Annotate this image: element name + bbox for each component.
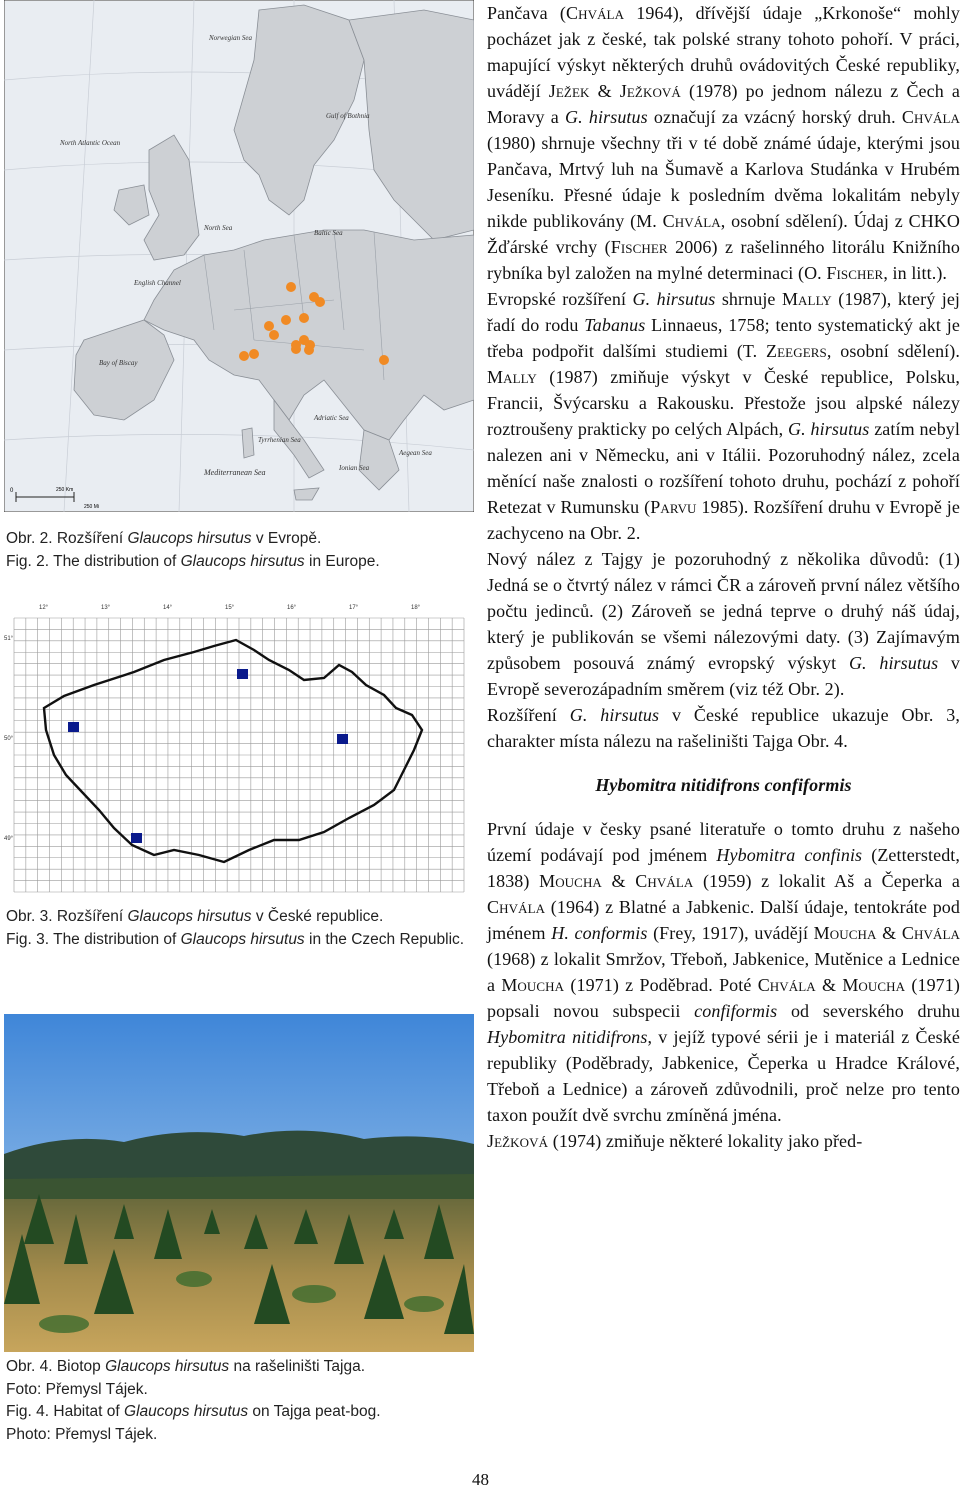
label-tyrrhenian-sea: Tyrrhenian Sea — [258, 436, 301, 444]
cz-map-svg — [4, 600, 474, 900]
europe-record-point — [291, 344, 301, 354]
europe-record-point — [286, 282, 296, 292]
fig4-cs-photo-credit: Foto: Přemysl Tájek. — [6, 1380, 148, 1398]
longitude-label: 15° — [225, 605, 235, 611]
fig3-cs-post: v České republice. — [251, 908, 384, 925]
europe-record-point — [299, 313, 309, 323]
paragraph-1: Pančava (Chvála 1964), dřívější údaje „Krkonoše“ mohly pocházet jak z české, tak polské strany tohoto pohoří. V práci, mapující výskyt některých druhů ovádovitých České republiky, uvádějí Ježek & Ježková (1978) po jednom nálezu z Čech a Moravy a G. hirsutus označují za vzácný horský druh. Chvála (1980) shrnuje všechny tři v té době známé údaje, kterými jsou Pančava, Mrtvý luh na Šumavě a Karlova Studánka v Hrubém Jeseníku. Přesné údaje k posledním dvěma lokalitám nebyly nikde publikovány (M. Chvála, osobní sdělení). Údaj z CHKO Žďárské vrchy (Fischer 2006) z rašelinného litorálu Knižního rybníka byl založen na mylné determinaci (O. Fischer, in litt.). — [487, 3, 960, 283]
scale-zero: 0 — [10, 488, 14, 494]
fig4-cs-species: Glaucops hirsutus — [105, 1358, 230, 1375]
fig4-cs-post: na rašeliništi Tajga. — [229, 1358, 366, 1375]
paragraph-4: Rozšíření G. hirsutus v České republice ukazuje Obr. 3, charakter místa nálezu na rašeliništi Tajga Obr. 4. — [487, 705, 960, 751]
figure-2-caption — [6, 528, 476, 573]
label-ionian-sea: Ionian Sea — [339, 464, 370, 472]
body-text-column — [487, 0, 960, 1154]
fig2-en-pre: Fig. 2. The distribution of — [6, 552, 181, 570]
europe-record-point — [249, 349, 259, 359]
figure-4-caption — [6, 1356, 476, 1446]
fig2-cs-pre: Obr. 2. Rozšíření — [6, 530, 128, 547]
latitude-label: 49° — [4, 836, 14, 842]
fig4-cs-pre: Obr. 4. Biotop — [6, 1358, 106, 1375]
label-north-atlantic-ocean: North Atlantic Ocean — [60, 139, 121, 147]
label-aegean-sea: Aegean Sea — [399, 449, 432, 457]
photo-svg — [4, 1014, 474, 1352]
scale-km: 250 Km — [56, 487, 74, 493]
longitude-label: 13° — [101, 605, 111, 611]
europe-map-svg — [4, 0, 474, 512]
fig3-cs-species: Glaucops hirsutus — [127, 908, 252, 925]
fig3-en-species: Glaucops hirsutus — [180, 930, 305, 948]
label-bay-of-biscay: Bay of Biscay — [99, 359, 138, 367]
longitude-label: 12° — [39, 605, 49, 611]
cz-record-square — [68, 722, 79, 732]
paragraph-3: Nový nález z Tajgy je pozoruhodný z několika důvodů: (1) Jedná se o čtvrtý nález v rámci ČR a zároveň první nález většího počtu jedinců. (2) Zároveň se jedná teprve o druhý náš údaj, který je publikován se všemi nálezovými daty. (3) Zajímavým způsobem posouvá známý evropský výskyt G. hirsutus v Evropě severozápadním směrem (viz též Obr. 2). — [487, 549, 960, 699]
fig3-cs-pre: Obr. 3. Rozšíření — [6, 908, 128, 925]
fig4-en-post: on Tajga peat-bog. — [248, 1403, 381, 1420]
latitude-label: 51° — [4, 636, 14, 642]
fig4-en-pre: Fig. 4. Habitat of — [6, 1403, 125, 1420]
longitude-label: 17° — [349, 605, 359, 611]
section-heading: Hybomitra nitidifrons confiformis — [595, 775, 852, 795]
europe-record-point — [239, 351, 249, 361]
longitude-label: 16° — [287, 605, 297, 611]
tajga-habitat-photo — [4, 1014, 474, 1352]
fig2-cs-post: v Evropě. — [251, 530, 322, 547]
latitude-label: 50° — [4, 736, 14, 742]
paragraph-5: První údaje v česky psané literatuře o tomto druhu z našeho území podávají pod jménem Hybomitra confinis (Zetterstedt, 1838) Moucha & Chvála (1959) z lokalit Aš a Čeperka a Chvála (1964) z Blatné a Jabkenic. Další údaje, tentokráte pod jménem H. conformis (Frey, 1917), uvádějí Moucha & Chvála (1968) z lokalit Smržov, Třeboň, Jabkenice, Mutěnice a Lednice a Moucha (1971) z Poděbrad. Poté Chvála & Moucha (1971) popsali novou subspecii confiformis od severského druhu Hybomitra nitidifrons, v jejíž typové sérii je i materiál z České republiky (Poděbrady, Jabkenice, Čeperka u Hradce Králové, Třeboň a Lednice) a zároveň zdůvodnili, proč nelze pro tento taxon použít dvě svrchu zmíněná jména. — [487, 819, 960, 1125]
figure-3-caption — [6, 906, 476, 951]
longitude-label: 18° — [411, 605, 421, 611]
label-gulf-of-bothnia: Gulf of Bothnia — [326, 112, 370, 120]
fig4-en-photo-credit: Photo: Přemysl Tájek. — [6, 1425, 158, 1443]
europe-distribution-map — [4, 0, 474, 512]
page-number: 48 — [472, 1470, 489, 1489]
label-mediterranean-sea: Mediterranean Sea — [204, 468, 266, 477]
cz-record-square — [131, 833, 142, 843]
label-baltic-sea: Baltic Sea — [314, 229, 343, 237]
fig4-en-species: Glaucops hirsutus — [124, 1403, 249, 1420]
paragraph-2: Evropské rozšíření G. hirsutus shrnuje Mally (1987), který jej řadí do rodu Tabanus Linnaeus, 1758; tento systematický akt je třeba podpořit dalšími studiemi (T. Zeegers, osobní sdělení). Mally (1987) zmiňuje výskyt v České republice, Polsku, Francii, Švýcarsku a Rakousku. Přestože jsou alpské nálezy roztroušeny prakticky po celých Alpách, G. hirsutus zatím nebyl nalezen ani v Německu, ani v Itálii. Pozoruhodný nález, zcela měnící naše znalosti o rozšíření tohoto druhu, pochází z pohoří Retezat v Rumunsku (Parvu 1985). Rozšíření druhu v Evropě je zachyceno na Obr. 2. — [487, 289, 960, 543]
europe-record-point — [264, 321, 274, 331]
label-adriatic-sea: Adriatic Sea — [314, 414, 349, 422]
europe-record-point — [269, 330, 279, 340]
fig2-en-post: in Europe. — [304, 552, 380, 570]
cz-record-square — [237, 669, 248, 679]
longitude-label: 14° — [163, 605, 173, 611]
cz-record-square — [337, 734, 348, 744]
fig3-en-pre: Fig. 3. The distribution of — [6, 930, 181, 948]
europe-record-point — [315, 297, 325, 307]
fig3-en-post: in the Czech Republic. — [304, 930, 465, 948]
europe-record-point — [281, 315, 291, 325]
label-english-channel: English Channel — [134, 279, 181, 287]
czech-distribution-grid-map — [4, 600, 474, 900]
scale-mi: 250 Mi — [84, 504, 100, 510]
fig2-cs-species: Glaucops hirsutus — [127, 530, 252, 547]
label-norwegian-sea: Norwegian Sea — [209, 34, 252, 42]
fig2-en-species: Glaucops hirsutus — [180, 552, 305, 570]
europe-record-point — [299, 335, 309, 345]
paragraph-6: Ježková (1974) zmiňuje některé lokality jako před- — [487, 1131, 863, 1151]
label-north-sea: North Sea — [204, 224, 233, 232]
europe-record-point — [379, 355, 389, 365]
